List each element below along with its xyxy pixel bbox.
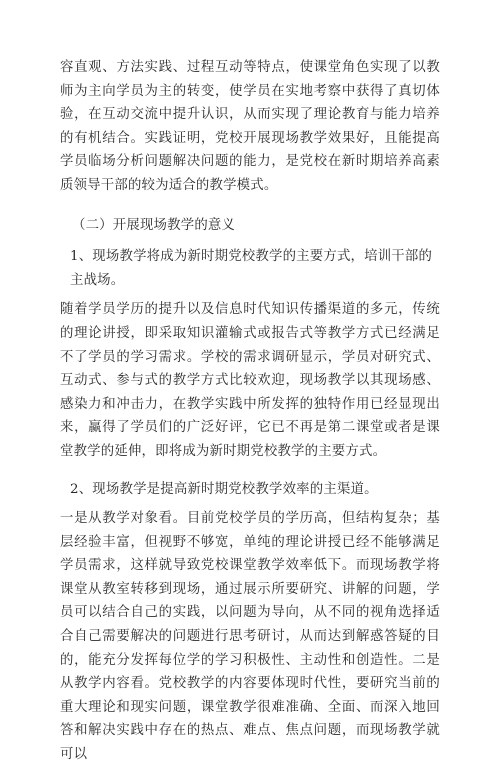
point-1-title: 1、现场教学将成为新时期党校教学的主要方式，培训干部的主战场。 [70,249,433,288]
point-2-title: 2、现场教学是提高新时期党校教学效率的主渠道。 [70,481,378,497]
section-heading: （二）开展现场教学的意义 [72,217,236,233]
intro-paragraph: 容直观、方法实践、过程互动等特点，使课堂角色实现了以教师为主向学员为主的转变，使学员在实地考察中获得了真切体验，在互动交流中提升认识，从而实现了理论教育与能力培养的有机结合。实践证明，党校开展现场教学效果好，且能提高学员临场分析问题解决问题的能力，是党校在新时期培养高素质领导干部的较为适合的教学模式。 [60,60,440,193]
point-1-body: 随着学员学历的提升以及信息时代知识传播渠道的多元，传统的理论讲授，即采取知识灌输式或报告式等教学方式已经满足不了学员的学习需求。学校的需求调研显示，学员对研究式、互动式、参与式的教学方式比较欢迎，现场教学以其现场感、感染力和冲击力，在教学实践中所发挥的独特作用已经显现出来，赢得了学员们的广泛好评，它已不再是第二课堂或者是课堂教学的延伸，即将成为新时期党校教学的主要方式。 [60,302,440,459]
point-2-body: 一是从教学对象看。目前党校学员的学历高，但结构复杂；基层经验丰富，但视野不够宽，单纯的理论讲授已经不能够满足学员需求，这样就导致党校课堂教学效率低下。而现场教学将课堂从教室转移到现场，通过展示所要研究、讲解的问题，学员可以结合自己的实践，以问题为导向，从不同的视角选择适合自己需要解决的问题进行思考研讨，从而达到解惑答疑的目的，能充分发挥每位学的学习积极性、主动性和创造性。二是从教学内容看。党校教学的内容要体现时代性，要研究当前的重大理论和现实问题，课堂教学很难准确、全面、而深入地回答和解决实践中存在的热点、难点、焦点问题，而现场教学就可以 [60,511,440,763]
spacer [60,198,440,206]
spacer [60,464,440,472]
